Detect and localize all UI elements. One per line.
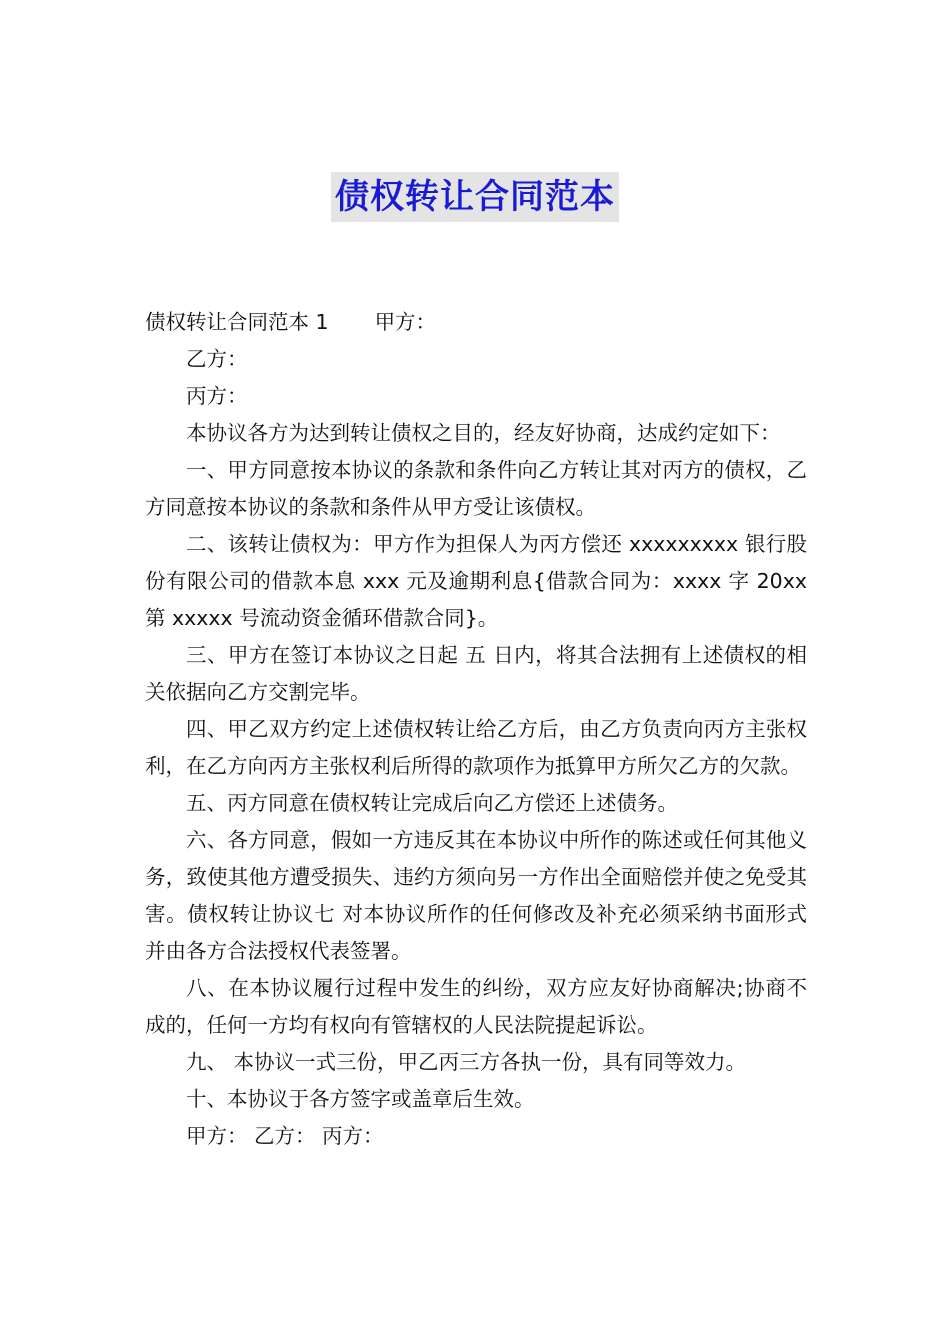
signature-line: 甲方： 乙方： 丙方： — [186, 1124, 384, 1148]
paragraph: 本协议各方为达到转让债权之目的，经友好协商，达成约定如下： — [186, 421, 781, 445]
paragraph: 丙方： — [186, 384, 248, 408]
paragraph: 乙方： — [186, 347, 248, 371]
paragraph: 十、本协议于各方签字或盖章后生效。 — [186, 1087, 535, 1111]
first-line — [145, 304, 807, 341]
paragraph: 二、该转让债权为：甲方作为担保人为丙方偿还 xxxxxxxxx 银行股份有限公司的借款本息 xxx 元及逾期利息{借款合同为：xxxx 字 20xx 第 xxxxx 号流动资金循环借款合同}。 — [145, 532, 807, 630]
document-title: 债权转让合同范本 — [331, 172, 619, 222]
paragraph: 一、甲方同意按本协议的条款和条件向乙方转让其对丙方的债权，乙方同意按本协议的条款和条件从甲方受让该债权。 — [145, 458, 807, 519]
paragraph: 九、 本协议一式三份，甲乙丙三方各执一份，具有同等效力。 — [186, 1050, 747, 1074]
paragraph: 六、各方同意，假如一方违反其在本协议中所作的陈述或任何其他义务，致使其他方遭受损失、违约方须向另一方作出全面赔偿并使之免受其害。债权转让协议七 对本协议所作的任何修改及补充必须采纳书面形式并由各方合法授权代表签署。 — [145, 828, 807, 963]
paragraph: 八、在本协议履行过程中发生的纠纷，双方应友好协商解决;协商不成的，任何一方均有权向有管辖权的人民法院提起诉讼。 — [145, 976, 807, 1037]
contract-label: 债权转让合同范本 1 — [145, 310, 329, 334]
paragraph: 五、丙方同意在债权转让完成后向乙方偿还上述债务。 — [186, 791, 678, 815]
title-container — [0, 172, 950, 222]
paragraph: 四、甲乙双方约定上述债权转让给乙方后，由乙方负责向丙方主张权利，在乙方向丙方主张权利后所得的款项作为抵算甲方所欠乙方的欠款。 — [145, 717, 807, 778]
party-a-label: 甲方： — [374, 310, 437, 334]
document-body — [145, 304, 807, 1155]
paragraph: 三、甲方在签订本协议之日起 五 日内，将其合法拥有上述债权的相关依据向乙方交割完毕。 — [145, 643, 807, 704]
